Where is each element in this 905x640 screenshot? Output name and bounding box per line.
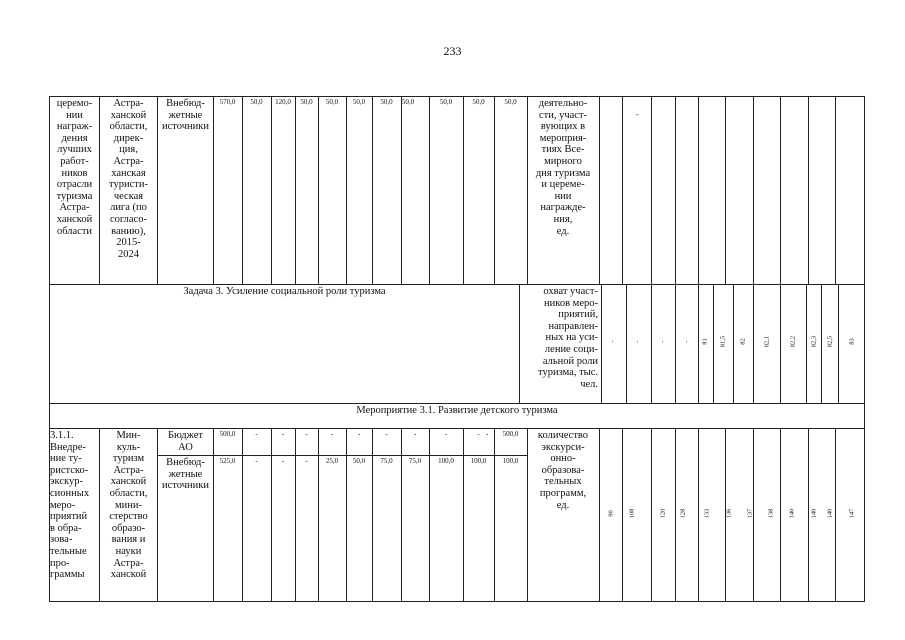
task3-target: 82 [739,338,747,345]
task3-target: 83 [848,338,856,345]
activity-title: Мероприятие 3.1. Развитие детского туризма [356,405,558,416]
task3-target: 81,5 [719,335,727,348]
row311-offbudget-value: 100,0 [438,457,454,465]
row311-target: 90 [607,510,615,517]
row1-value: 120,0 [275,98,291,106]
row311-offbudget-value: 25,0 [325,457,339,465]
row311-offbudget-value: 100,0 [470,457,487,465]
row311-offbudget-value: - [305,457,308,465]
row1-value: 50,0 [352,98,366,106]
row1-value: 50,0 [325,98,339,106]
row311-budget-value: 500,0 [219,430,236,438]
row311-target: 120 [659,508,667,519]
row311-indicator: количество экскурси- онно- образова- тельных программ, ед. [537,430,589,511]
row311-target: 108 [628,508,636,519]
row311-budget-value: - [330,430,334,438]
row311-target: 137 [746,508,754,519]
row311-executor: Мин- куль- туризм Астра- ханской области, мини- стерство образо- вания и науки Астра- ханской [109,430,148,581]
row311-budget-value: - [281,430,285,438]
task3-target: - [683,340,691,343]
row311-budget-value: - [485,430,489,438]
row311-source-offbudget: Внебюд- жетные источники [162,457,209,492]
row1-executor: Астра- ханской области, дирек- ция, Астра- ханская туристи- ческая лига (по согласо- ванию), 2015- 2024 [109,98,148,260]
row1-indicator: деятельно- сти, участ- вующих в мероприя- тиях Все- мирного дня туризма и цереме- нии награжде- ния, ед. [535,98,591,237]
row311-budget-value: - [413,430,417,438]
task3-target: 82,3 [810,335,818,348]
row311-target: 128 [679,508,687,519]
task3-target: - [634,340,642,343]
row1-value: 50,0 [472,98,485,106]
task3-target: 82,1 [763,335,771,348]
row311-offbudget-value: 75,0 [380,457,393,465]
row311-offbudget-value: 525,0 [219,457,236,465]
row1-value: 50,0 [504,98,517,106]
row311-target: 136 [725,508,733,519]
row1-value: 50,0 [439,98,453,106]
task3-target: 81 [701,338,709,345]
task3-indicator: охват участ- ников меро- приятий, направлен- ных на уси- ление соци- альной роли туризма, тыс. чел. [538,286,598,390]
row311-budget-value: - [305,430,308,438]
task3-target: - [609,340,617,343]
row1-value: 50,0 [250,98,263,106]
row311-target: 140 [788,508,796,519]
row311-target: 133 [703,508,711,519]
row311-offbudget-value: - [255,457,258,465]
row311-target: 138 [767,508,775,519]
task3-target: - [659,340,667,343]
row1-value: 50,0 [380,98,393,106]
row311-offbudget-value: - [281,457,285,465]
row311-budget-value: - [444,430,448,438]
row311-offbudget-value: 100,0 [502,457,519,465]
row311-event-name: 3.1.1. Внедре- ние ту- ристско- экскур- сионных меро- приятий в обра- зова- тельные про- граммы [50,430,90,581]
row1-value-total: 570,0 [219,98,236,106]
row1-value: 50,0 [401,98,415,106]
row1-funding-source: Внебюд- жетные источники [162,98,209,133]
row311-offbudget-value: 50,0 [352,457,366,465]
row311-budget-value: 500,0 [502,430,519,438]
row311-budget-value: - [255,430,258,438]
row1-event-name: церемо- нии награж- дения лучших работ- ников отрасли туризма Астра- ханской области [56,98,93,237]
row311-target: 140 [810,508,818,519]
row311-source-budget: Бюджет АО [167,430,204,453]
row311-budget-value: - [477,430,480,438]
row311-offbudget-value: 75,0 [408,457,422,465]
task3-target: 82,2 [789,335,797,348]
row1-value: 50,0 [300,98,313,106]
task3-target: 82,5 [826,335,834,348]
row1-mark: - [636,110,639,119]
row311-budget-value: - [357,430,361,438]
row311-target: 147 [848,508,856,519]
row311-target: 140 [826,508,834,519]
row311-budget-value: - [385,430,388,438]
page-number: 233 [443,44,462,58]
task3-title: Задача 3. Усиление социальной роли туризма [183,286,386,297]
